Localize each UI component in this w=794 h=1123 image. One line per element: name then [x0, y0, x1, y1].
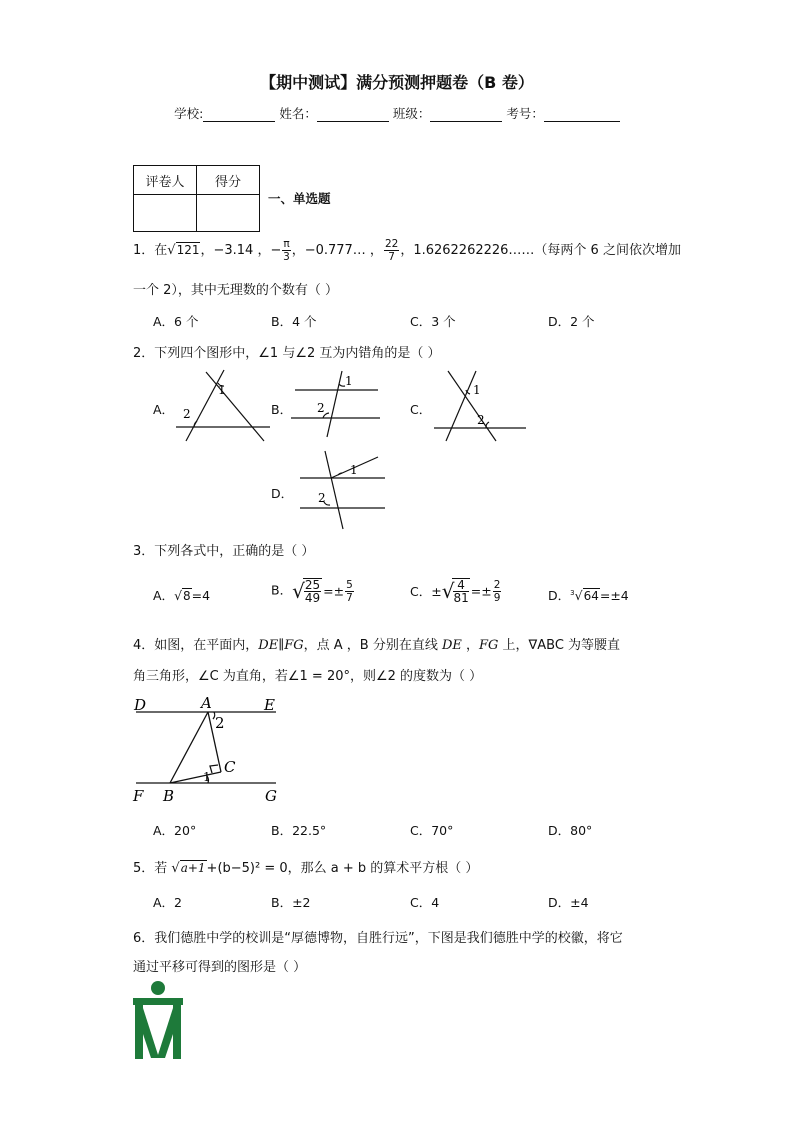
q2-option-b[interactable]: B．	[271, 402, 293, 417]
grader-header: 评卷人	[134, 166, 197, 195]
q5-option-c[interactable]: C．4	[410, 895, 440, 910]
q4-label-c: C	[224, 758, 236, 776]
q4-label-a: A	[201, 694, 212, 712]
q4-option-a[interactable]: A．20°	[153, 823, 197, 838]
q5-option-b[interactable]: B．±2	[271, 895, 311, 910]
question-1-stem: 1．在√121，−3.14 ，− $\frac{\pi}{3}$ ，−0.777… ， $\frac{22}{7}$ ，1.6262262226……（每两个 6 之间依次增加	[133, 238, 681, 263]
question-6-line1: 6．我们德胜中学的校训是“厚德博物，自胜行远”，下图是我们德胜中学的校徽，将它	[133, 931, 623, 946]
name-label: 姓名：	[279, 106, 317, 121]
q1-option-c[interactable]: C．3 个	[410, 314, 456, 329]
question-4-line1: 4．如图，在平面内，DE∥FG，点 A ，B 分别在直线 DE ，FG 上，∇ABC 为等腰直	[133, 638, 621, 653]
q3-option-c[interactable]: C．±√ $\frac{4}{81}$ =± $\frac{2}{9}$	[410, 578, 501, 605]
q4-label-e: E	[264, 696, 275, 714]
q1-items-2: ，−0.777… ，	[291, 243, 383, 258]
q2a-label-2: 2	[183, 407, 191, 421]
q4-label-g: G	[265, 787, 277, 805]
q1-option-a[interactable]: A．6 个	[153, 314, 199, 329]
q4-option-d[interactable]: D．80°	[548, 823, 593, 838]
q2c-label-1: 1	[473, 383, 481, 397]
q2c-label-2: 2	[477, 413, 485, 427]
question-6-line2: 通过平移可得到的图形是（ ）	[133, 960, 307, 975]
q3-option-b[interactable]: B．√ $\frac{25}{49}$ =± $\frac{5}{7}$	[271, 578, 353, 605]
q4-label-f: F	[133, 787, 144, 805]
question-1-line2: 一个 2），其中无理数的个数有（ ）	[133, 283, 339, 298]
q1-items: ，−3.14 ，−	[200, 243, 282, 258]
q4-label-2: 2	[215, 714, 225, 732]
q1-sqrt-121: 121	[176, 243, 200, 257]
question-2-stem: 2．下列四个图形中，∠1 与∠2 互为内错角的是（ ）	[133, 346, 441, 361]
q1-number: 1．在	[133, 243, 168, 258]
q4-label-d: D	[134, 696, 147, 714]
q4-label-1: 1	[203, 770, 211, 784]
q2-option-a[interactable]: A．	[153, 402, 175, 417]
q4-option-c[interactable]: C．70°	[410, 823, 454, 838]
q2-option-d[interactable]: D．	[271, 486, 294, 501]
question-5-stem: 5．若 √a+1+(b−5)² = 0，那么 a + b 的算术平方根（ ）	[133, 861, 479, 876]
q2b-label-1: 1	[345, 374, 353, 388]
question-3-stem: 3．下列各式中，正确的是（ ）	[133, 544, 315, 559]
section-heading: 一、单选题	[268, 191, 331, 206]
q2d-label-1: 1	[350, 463, 358, 477]
q2b-label-2: 2	[317, 401, 325, 415]
q1-22-over-7: $\frac{22}{7}$	[384, 238, 399, 263]
class-label: 班级：	[392, 106, 431, 121]
q2d-label-2: 2	[318, 491, 326, 505]
score-header: 得分	[197, 166, 260, 195]
q1-option-b[interactable]: B．4 个	[271, 314, 317, 329]
q5-option-a[interactable]: A．2	[153, 895, 183, 910]
q2a-label-1: 1	[218, 383, 226, 397]
question-4-line2: 角三角形，∠C 为直角，若∠1 = 20°，则∠2 的度数为（ ）	[133, 669, 483, 684]
q4-option-b[interactable]: B．22.5°	[271, 823, 327, 838]
q2-option-c[interactable]: C．	[410, 402, 432, 417]
school-label: 学校:	[174, 106, 204, 121]
q4-label-b: B	[163, 787, 175, 805]
q1-pi-over-3: $\frac{\pi}{3}$	[283, 238, 290, 263]
q1-tail: ，1.6262262226……（每两个 6 之间依次增加	[400, 243, 681, 258]
exam-number-label: 考号：	[506, 106, 544, 121]
q3-option-a[interactable]: A．√8=4	[153, 588, 211, 603]
q1-option-d[interactable]: D．2 个	[548, 314, 595, 329]
q3-option-d[interactable]: D．$^3$√64=±4	[548, 588, 629, 603]
school-logo	[133, 980, 185, 1060]
page-title: 【期中测试】满分预测押题卷（B 卷）	[260, 73, 534, 92]
q5-option-d[interactable]: D．±4	[548, 895, 589, 910]
